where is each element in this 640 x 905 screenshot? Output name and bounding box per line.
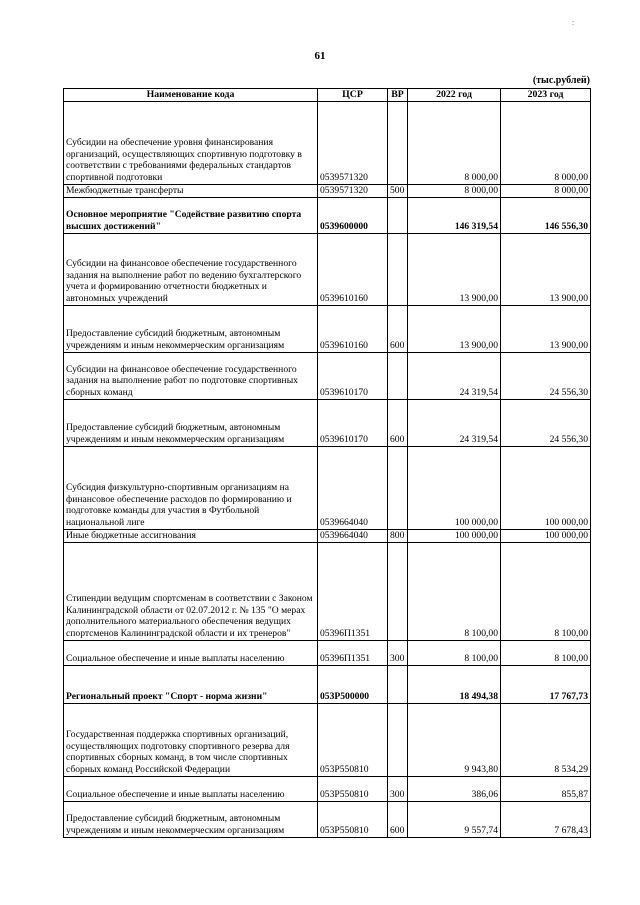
header-csr: ЦСР: [318, 89, 388, 102]
row-csr-cell: 0539600000: [318, 198, 388, 234]
table-row: [64, 306, 591, 353]
table-row: [64, 353, 591, 400]
row-csr-cell: 0539664040: [318, 447, 388, 530]
row-name-cell: Региональный проект "Спорт - норма жизни": [64, 666, 318, 704]
row-vr-cell: [388, 198, 408, 234]
row-vr-cell: 600: [388, 400, 408, 447]
row-csr-cell: 053P500000: [318, 666, 388, 704]
row-vr-cell: 600: [388, 802, 408, 838]
row-2023-cell: 8 000,00: [501, 185, 591, 198]
row-2022-cell: 8 000,00: [408, 185, 501, 198]
row-2023-cell: 855,87: [501, 777, 591, 802]
row-csr-cell: 0539610170: [318, 400, 388, 447]
row-2023-cell: 8 100,00: [501, 641, 591, 666]
row-2022-cell: 100 000,00: [408, 530, 501, 543]
row-name-cell: Субсидии на финансовое обеспечение государственного задания на выполнение работ по ведению бухгалтерского учета и формированию отчетности бюджетных и автономных учреждений: [64, 234, 318, 306]
row-csr-cell: 053P550810: [318, 777, 388, 802]
row-vr-cell: [388, 447, 408, 530]
row-name-cell: Основное мероприятие "Содействие развитию спорта высших достижений": [64, 198, 318, 234]
row-2023-cell: 100 000,00: [501, 447, 591, 530]
row-csr-cell: 0539571320: [318, 102, 388, 185]
row-name-cell: Стипендии ведущим спортсменам в соответствии с Законом Калининградской области от 02.07.2012 г. № 135 "О мерах дополнительного материального обеспечения ведущих спортсменов Калининградской области и их тренеров": [64, 543, 318, 641]
units-note: (тыс.рублей): [532, 75, 590, 86]
row-name-cell: Субсидии на финансовое обеспечение государственного задания на выполнение работ по подготовке спортивных сборных команд: [64, 353, 318, 400]
row-2022-cell: 8 100,00: [408, 543, 501, 641]
row-name-cell: Субсидии на обеспечение уровня финансирования организаций, осуществляющих спортивную подготовку в соответствии с требованиями федеральных стандартов спортивной подготовки: [64, 102, 318, 185]
row-csr-cell: 0539610170: [318, 353, 388, 400]
table-row: [64, 641, 591, 666]
row-2022-cell: 8 000,00: [408, 102, 501, 185]
row-2022-cell: 13 900,00: [408, 234, 501, 306]
row-2022-cell: 24 319,54: [408, 400, 501, 447]
row-vr-cell: [388, 704, 408, 777]
row-vr-cell: [388, 102, 408, 185]
row-2022-cell: 13 900,00: [408, 306, 501, 353]
table-header-row: [64, 89, 591, 102]
table-row: [64, 666, 591, 704]
row-name-cell: Предоставление субсидий бюджетным, автономным учреждениям и иным некоммерческим организациям: [64, 400, 318, 447]
row-2022-cell: 8 100,00: [408, 641, 501, 666]
row-2023-cell: 8 100,00: [501, 543, 591, 641]
row-2022-cell: 100 000,00: [408, 447, 501, 530]
row-csr-cell: 0539610160: [318, 234, 388, 306]
row-vr-cell: [388, 666, 408, 704]
row-csr-cell: 05396П1351: [318, 641, 388, 666]
row-vr-cell: 300: [388, 641, 408, 666]
scan-mark: :: [572, 18, 575, 27]
table-row: [64, 234, 591, 306]
row-vr-cell: 500: [388, 185, 408, 198]
row-2023-cell: 13 900,00: [501, 234, 591, 306]
row-2022-cell: 386,06: [408, 777, 501, 802]
row-2023-cell: 8 534,29: [501, 704, 591, 777]
row-2022-cell: 9 943,80: [408, 704, 501, 777]
table-row: [64, 802, 591, 838]
row-2022-cell: 24 319,54: [408, 353, 501, 400]
row-2023-cell: 7 678,43: [501, 802, 591, 838]
table-row: [64, 777, 591, 802]
row-csr-cell: 053P550810: [318, 802, 388, 838]
row-csr-cell: 0539610160: [318, 306, 388, 353]
row-name-cell: Государственная поддержка спортивных организаций, осуществляющих подготовку спортивного резерва для спортивных сборных команд, в том числе спортивных сборных команд Российской Федерации: [64, 704, 318, 777]
row-2023-cell: 146 556,30: [501, 198, 591, 234]
table-row: [64, 447, 591, 530]
table-row: [64, 198, 591, 234]
table-row: [64, 530, 591, 543]
row-vr-cell: [388, 234, 408, 306]
budget-table: [63, 88, 591, 838]
header-vr: ВР: [388, 89, 408, 102]
row-vr-cell: 800: [388, 530, 408, 543]
table-row: [64, 185, 591, 198]
row-name-cell: Социальное обеспечение и иные выплаты населению: [64, 777, 318, 802]
row-name-cell: Межбюджетные трансферты: [64, 185, 318, 198]
header-name: Наименование кода: [64, 89, 318, 102]
row-vr-cell: 600: [388, 306, 408, 353]
row-csr-cell: 0539664040: [318, 530, 388, 543]
table-row: [64, 543, 591, 641]
row-name-cell: Социальное обеспечение и иные выплаты населению: [64, 641, 318, 666]
row-2022-cell: 9 557,74: [408, 802, 501, 838]
row-2023-cell: 24 556,30: [501, 353, 591, 400]
header-2023: 2023 год: [501, 89, 591, 102]
row-csr-cell: 053P550810: [318, 704, 388, 777]
row-csr-cell: 05396П1351: [318, 543, 388, 641]
page-number: 61: [314, 50, 326, 62]
table-row: [64, 400, 591, 447]
table-row: [64, 102, 591, 185]
row-name-cell: Предоставление субсидий бюджетным, автономным учреждениям и иным некоммерческим организациям: [64, 306, 318, 353]
row-name-cell: Предоставление субсидий бюджетным, автономным учреждениям и иным некоммерческим организациям: [64, 802, 318, 838]
row-vr-cell: [388, 543, 408, 641]
row-2022-cell: 146 319,54: [408, 198, 501, 234]
table-row: [64, 704, 591, 777]
header-2022: 2022 год: [408, 89, 501, 102]
row-vr-cell: [388, 353, 408, 400]
row-2022-cell: 18 494,38: [408, 666, 501, 704]
row-2023-cell: 24 556,30: [501, 400, 591, 447]
row-name-cell: Субсидия физкультурно-спортивным организациям на финансовое обеспечение расходов по формированию и подготовке команды для участия в Футбольной национальной лиге: [64, 447, 318, 530]
row-2023-cell: 100 000,00: [501, 530, 591, 543]
row-2023-cell: 8 000,00: [501, 102, 591, 185]
row-csr-cell: 0539571320: [318, 185, 388, 198]
row-2023-cell: 17 767,73: [501, 666, 591, 704]
row-2023-cell: 13 900,00: [501, 306, 591, 353]
row-name-cell: Иные бюджетные ассигнования: [64, 530, 318, 543]
row-vr-cell: 300: [388, 777, 408, 802]
